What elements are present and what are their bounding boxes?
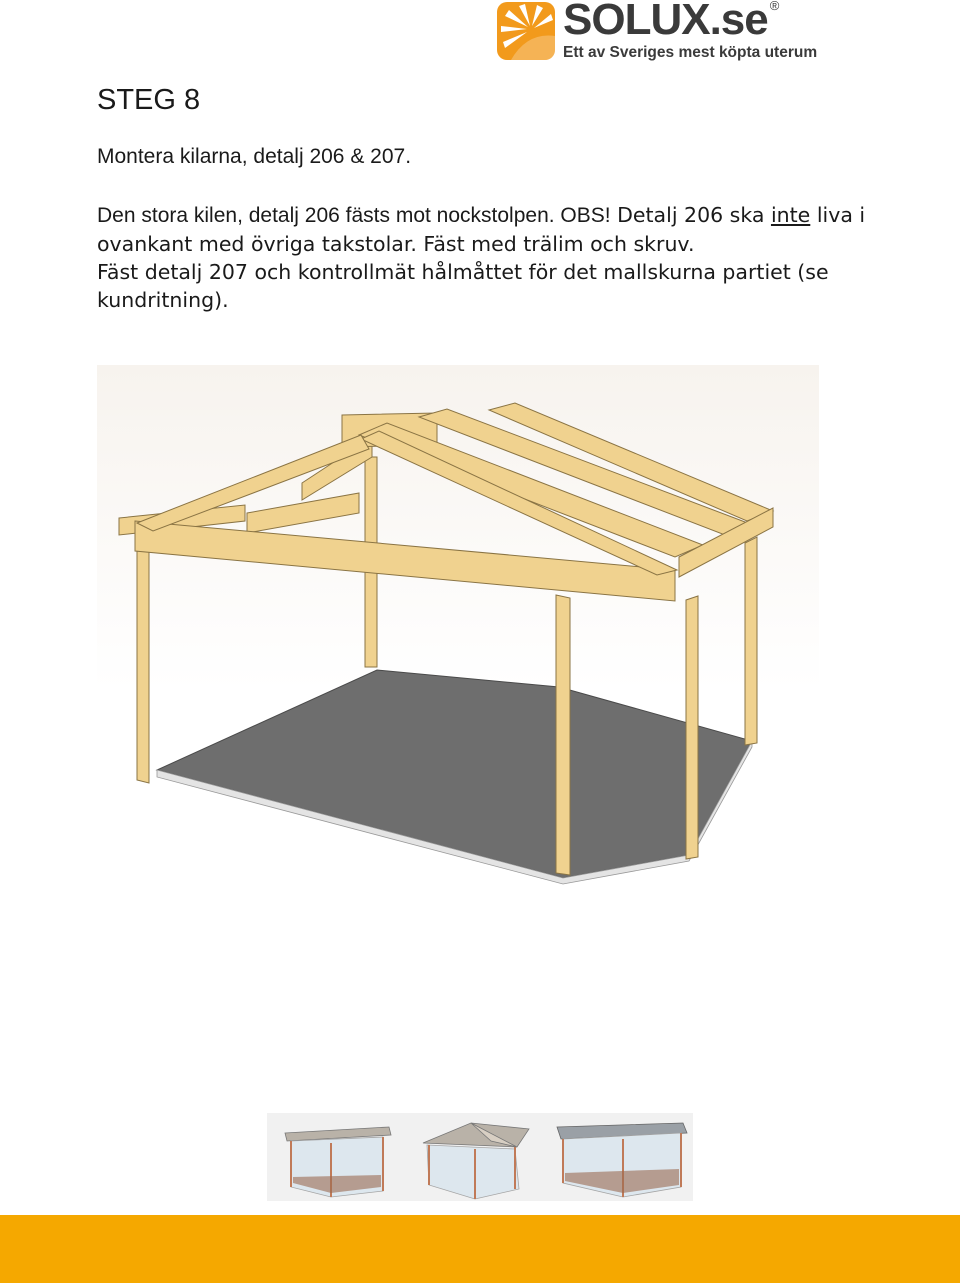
post-front-right <box>686 596 698 859</box>
post-left <box>137 543 149 783</box>
sunroom-lean-to-roof-icon <box>553 1113 691 1201</box>
step-title: STEG 8 <box>97 84 201 116</box>
sunroom-gable-roof-icon <box>411 1113 549 1201</box>
roof-frame-illustration <box>97 365 819 906</box>
footer-bar <box>0 1215 960 1283</box>
brand-tagline: Ett av Sveriges mest köpta uterum <box>563 44 818 61</box>
instruction-part-4: Fäst detalj 207 och kontrollmät hålmåttet för det mallskurna partiet (se kundritning). <box>97 260 829 312</box>
instruction-part-1: Den stora kilen, detalj 206 fästs mot nockstolpen. OBS! <box>97 204 611 227</box>
sun-logo-icon <box>497 2 555 60</box>
brand-name: SOLUX.se ® <box>563 0 779 44</box>
product-thumbnails <box>267 1113 693 1201</box>
instruction-text <box>97 201 887 314</box>
instruction-emphasis: inte <box>770 203 811 227</box>
post-back-right <box>745 537 757 745</box>
instruction-part-3: liva i ovankant med övriga takstolar. Fäst med trälim och skruv. <box>97 203 866 256</box>
step-intro: Montera kilarna, detalj 206 & 207. <box>97 145 412 168</box>
brand-logo <box>497 2 827 64</box>
sunroom-flat-roof-icon <box>269 1113 407 1201</box>
post-front-middle <box>556 595 570 875</box>
instruction-part-2: Detalj 206 ska <box>610 203 771 227</box>
